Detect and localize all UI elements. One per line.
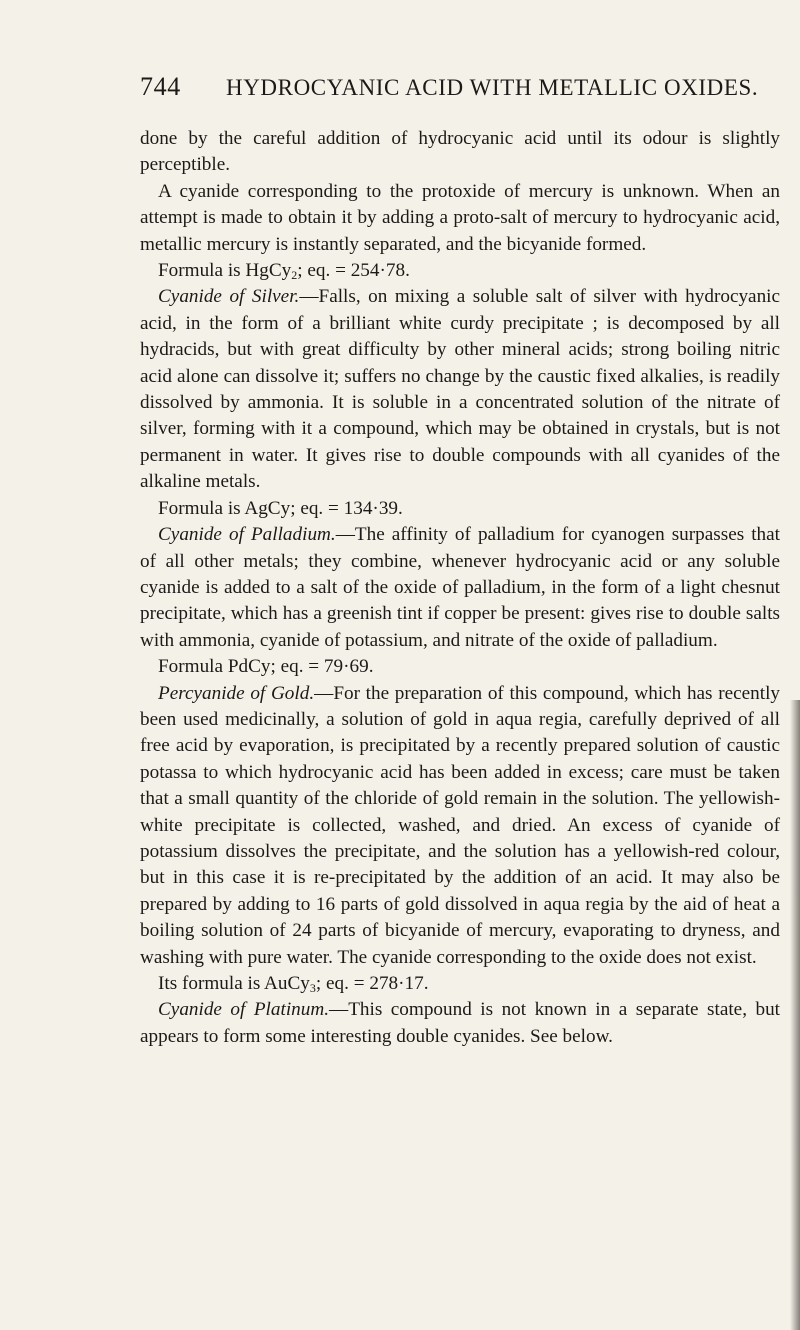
section-heading: Cyanide of Platinum. bbox=[158, 999, 329, 1021]
page-edge-shadow bbox=[790, 700, 800, 1330]
section-heading: Cyanide of Silver. bbox=[158, 286, 300, 308]
section-heading: Cyanide of Palladium. bbox=[158, 524, 336, 546]
section-platinum: Cyanide of Platinum.—This compound is not known in a separate state, but appears to form some interesting double cyanides. See below. bbox=[140, 999, 781, 1047]
section-palladium: Cyanide of Palladium.—The affinity of palladium for cyanogen surpasses that of all other metals; they combine, whenever hydrocyanic acid or any soluble cyanide is added to a salt of the oxide of palladium, in the form of a light chesnut precipitate, which has a greenish tint if copper be present: gives rise to double salts with ammonia, cyanide of potassium, and nitrate of the oxide of palladium. bbox=[140, 524, 780, 651]
running-head: HYDROCYANIC ACID WITH METALLIC OXIDES. bbox=[226, 75, 759, 100]
section-silver: Cyanide of Silver.—Falls, on mixing a soluble salt of silver with hydrocyanic acid, in the form of a brilliant white curdy precipitate ; is decomposed by all hydracids, but with great difficulty by other mineral acids; strong boiling nitric acid alone can dissolve it; suffers no change by the caustic fixed alkalies, is readily dissolved by ammonia. It is soluble in a concentrated solution of the nitrate of silver, forming with it a compound, which may be obtained in crystals, but is not permanent in water. It gives rise to double compounds with all cyanides of the alkaline metals. bbox=[140, 286, 781, 493]
formula-line: Formula PdCy; eq. = 79·69. bbox=[158, 656, 374, 678]
paragraph: done by the careful addition of hydrocyanic acid until its odour is slightly perceptible. bbox=[140, 128, 780, 176]
formula-line: Formula is AgCy; eq. = 134·39. bbox=[158, 497, 403, 519]
formula-line: Formula is HgCy$_2$; eq. = 254·78. bbox=[158, 260, 410, 283]
page-header bbox=[140, 72, 780, 102]
section-heading: Percyanide of Gold. bbox=[158, 682, 315, 704]
page-number: 744 bbox=[140, 72, 181, 101]
paragraph: A cyanide corresponding to the protoxide of mercury is unknown. When an attempt is made to obtain it by adding a proto-salt of mercury to hydrocyanic acid, metallic mercury is instantly separated, and the bicyanide formed. bbox=[140, 180, 780, 255]
section-gold: Percyanide of Gold.—For the preparation of this compound, which has recently been used medicinally, a solution of gold in aqua regia, carefully deprived of all free acid by evaporation, is precipitated by a recently prepared solution of caustic potassa to which hydrocyanic acid has been added in excess; care must be taken that a small quantity of the chloride of gold remain in the solution. The yellowish-white precipitate is collected, washed, and dried. An excess of cyanide of potassium dissolves the precipitate, and the solution has a yellowish-red colour, but in this case it is re-precipitated by the addition of an acid. It may also be prepared by adding to 16 parts of gold dissolved in aqua regia by the aid of heat a boiling solution of 24 parts of bicyanide of mercury, evaporating to dryness, and washing with pure water. The cyanide corresponding to the oxide does not exist. bbox=[140, 682, 780, 968]
formula-line: Its formula is AuCy$_3$; eq. = 278·17. bbox=[158, 973, 429, 995]
body-text bbox=[140, 126, 780, 1050]
